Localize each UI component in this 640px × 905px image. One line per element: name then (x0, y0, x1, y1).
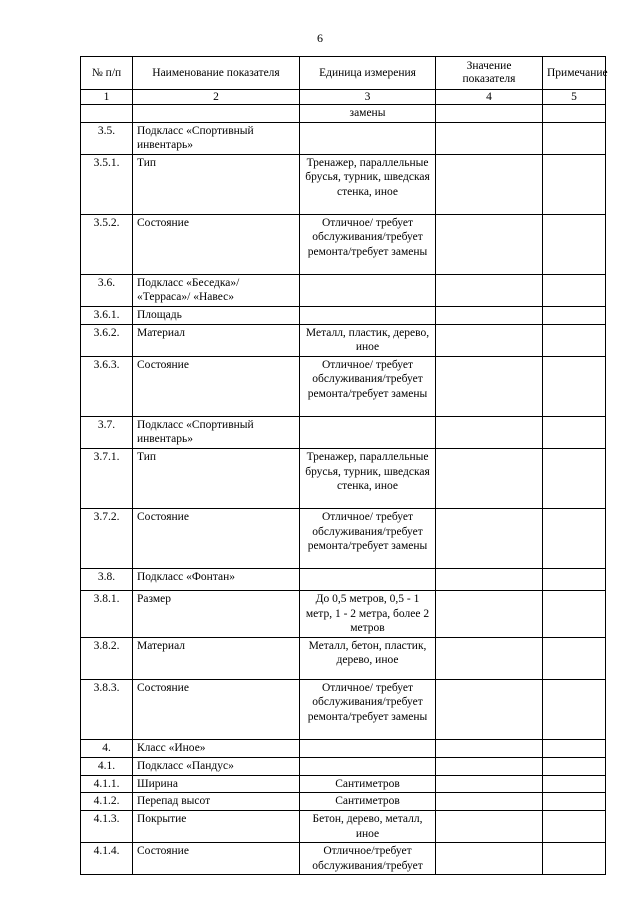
indicator-value (436, 324, 543, 356)
row-number: 3.6.3. (81, 356, 133, 416)
table-row (81, 356, 606, 416)
note-cell (543, 214, 606, 274)
indicators-table (80, 56, 606, 875)
row-number: 3.8.1. (81, 590, 133, 637)
indicator-name: Материал (133, 324, 300, 356)
unit-of-measure: Бетон, дерево, металл, иное (300, 810, 436, 842)
indicator-value (436, 214, 543, 274)
unit-of-measure (300, 306, 436, 324)
indicator-name: Состояние (133, 356, 300, 416)
note-cell (543, 416, 606, 448)
table-row (81, 568, 606, 590)
indicator-value (436, 679, 543, 739)
indicator-value (436, 810, 543, 842)
table-row (81, 274, 606, 306)
row-number: 3.5. (81, 122, 133, 154)
indicator-name: Тип (133, 448, 300, 508)
row-number: 4. (81, 739, 133, 757)
note-cell (543, 122, 606, 154)
row-number: 3.8.2. (81, 637, 133, 679)
row-number: 3.8. (81, 568, 133, 590)
row-number: 4.1.4. (81, 843, 133, 875)
note-cell (543, 793, 606, 811)
indicator-value (436, 448, 543, 508)
table-row (81, 843, 606, 875)
note-cell (543, 843, 606, 875)
column-index: 3 (300, 90, 436, 105)
column-index-row (81, 90, 606, 105)
row-number: 3.8.3. (81, 679, 133, 739)
table-row (81, 214, 606, 274)
row-number: 4.1.1. (81, 775, 133, 793)
unit-of-measure: Металл, бетон, пластик, дерево, иное (300, 637, 436, 679)
indicator-value (436, 306, 543, 324)
indicator-name: Подкласс «Спортивный инвентарь» (133, 416, 300, 448)
row-number: 4.1.2. (81, 793, 133, 811)
note-cell (543, 757, 606, 775)
unit-of-measure: Отличное/требует обслуживания/требует (300, 843, 436, 875)
indicator-name: Состояние (133, 508, 300, 568)
row-number: 3.5.1. (81, 154, 133, 214)
table-row (81, 154, 606, 214)
unit-of-measure: замены (300, 105, 436, 123)
table-row (81, 508, 606, 568)
indicator-value (436, 416, 543, 448)
column-header-num: № п/п (81, 57, 133, 90)
note-cell (543, 154, 606, 214)
note-cell (543, 739, 606, 757)
indicator-name: Подкласс «Спортивный инвентарь» (133, 122, 300, 154)
indicator-name: Состояние (133, 843, 300, 875)
unit-of-measure: Сантиметров (300, 775, 436, 793)
table-row (81, 122, 606, 154)
table-row (81, 757, 606, 775)
unit-of-measure (300, 568, 436, 590)
indicator-value (436, 739, 543, 757)
indicator-value (436, 590, 543, 637)
table-row (81, 793, 606, 811)
header-row (81, 57, 606, 90)
unit-of-measure: Тренажер, параллельные брусья, турник, шведская стенка, иное (300, 448, 436, 508)
note-cell (543, 568, 606, 590)
indicator-name: Состояние (133, 679, 300, 739)
indicator-name: Подкласс «Фонтан» (133, 568, 300, 590)
table-row (81, 679, 606, 739)
note-cell (543, 679, 606, 739)
indicator-value (436, 105, 543, 123)
table-row (81, 739, 606, 757)
row-number: 4.1.3. (81, 810, 133, 842)
indicator-value (436, 356, 543, 416)
page-number: 6 (317, 31, 323, 45)
indicator-value (436, 154, 543, 214)
note-cell (543, 324, 606, 356)
indicator-value (436, 793, 543, 811)
table-row (81, 448, 606, 508)
row-number: 3.7.2. (81, 508, 133, 568)
indicator-value (436, 274, 543, 306)
note-cell (543, 306, 606, 324)
table-row (81, 324, 606, 356)
indicator-name: Состояние (133, 214, 300, 274)
indicator-name: Ширина (133, 775, 300, 793)
unit-of-measure: Тренажер, параллельные брусья, турник, шведская стенка, иное (300, 154, 436, 214)
row-number: 3.6.1. (81, 306, 133, 324)
column-header-value: Значение показателя (436, 57, 543, 90)
indicator-name (133, 105, 300, 123)
unit-of-measure (300, 122, 436, 154)
column-header-name: Наименование показателя (133, 57, 300, 90)
unit-of-measure: До 0,5 метров, 0,5 - 1 метр, 1 - 2 метра, более 2 метров (300, 590, 436, 637)
unit-of-measure: Сантиметров (300, 793, 436, 811)
table-row (81, 810, 606, 842)
unit-of-measure: Металл, пластик, дерево, иное (300, 324, 436, 356)
indicator-value (436, 843, 543, 875)
unit-of-measure: Отличное/ требует обслуживания/требует ремонта/требует замены (300, 356, 436, 416)
table-row (81, 590, 606, 637)
row-number: 4.1. (81, 757, 133, 775)
indicator-name: Перепад высот (133, 793, 300, 811)
indicator-value (436, 508, 543, 568)
note-cell (543, 508, 606, 568)
indicator-name: Подкласс «Пандус» (133, 757, 300, 775)
column-header-note: Примечание (543, 57, 606, 90)
indicator-name: Подкласс «Беседка»/ «Терраса»/ «Навес» (133, 274, 300, 306)
table-body (81, 105, 606, 875)
note-cell (543, 810, 606, 842)
indicator-value (436, 775, 543, 793)
note-cell (543, 448, 606, 508)
indicator-name: Площадь (133, 306, 300, 324)
indicator-value (436, 568, 543, 590)
row-number: 3.7.1. (81, 448, 133, 508)
note-cell (543, 105, 606, 123)
indicator-value (436, 757, 543, 775)
unit-of-measure: Отличное/ требует обслуживания/требует ремонта/требует замены (300, 679, 436, 739)
indicator-value (436, 637, 543, 679)
row-number: 3.5.2. (81, 214, 133, 274)
unit-of-measure (300, 757, 436, 775)
note-cell (543, 274, 606, 306)
unit-of-measure: Отличное/ требует обслуживания/требует ремонта/требует замены (300, 508, 436, 568)
table-row (81, 637, 606, 679)
unit-of-measure (300, 416, 436, 448)
indicator-value (436, 122, 543, 154)
note-cell (543, 637, 606, 679)
column-index: 1 (81, 90, 133, 105)
indicator-name: Размер (133, 590, 300, 637)
note-cell (543, 356, 606, 416)
column-header-unit: Единица измерения (300, 57, 436, 90)
indicator-name: Материал (133, 637, 300, 679)
note-cell (543, 590, 606, 637)
column-index: 5 (543, 90, 606, 105)
indicator-name: Покрытие (133, 810, 300, 842)
row-number: 3.7. (81, 416, 133, 448)
indicator-name: Тип (133, 154, 300, 214)
indicator-name: Класс «Иное» (133, 739, 300, 757)
table-row (81, 416, 606, 448)
unit-of-measure (300, 274, 436, 306)
column-index: 2 (133, 90, 300, 105)
table-row (81, 306, 606, 324)
table-row (81, 775, 606, 793)
row-number: 3.6. (81, 274, 133, 306)
row-number: 3.6.2. (81, 324, 133, 356)
unit-of-measure (300, 739, 436, 757)
note-cell (543, 775, 606, 793)
column-index: 4 (436, 90, 543, 105)
unit-of-measure: Отличное/ требует обслуживания/требует ремонта/требует замены (300, 214, 436, 274)
table-row (81, 105, 606, 123)
row-number (81, 105, 133, 123)
